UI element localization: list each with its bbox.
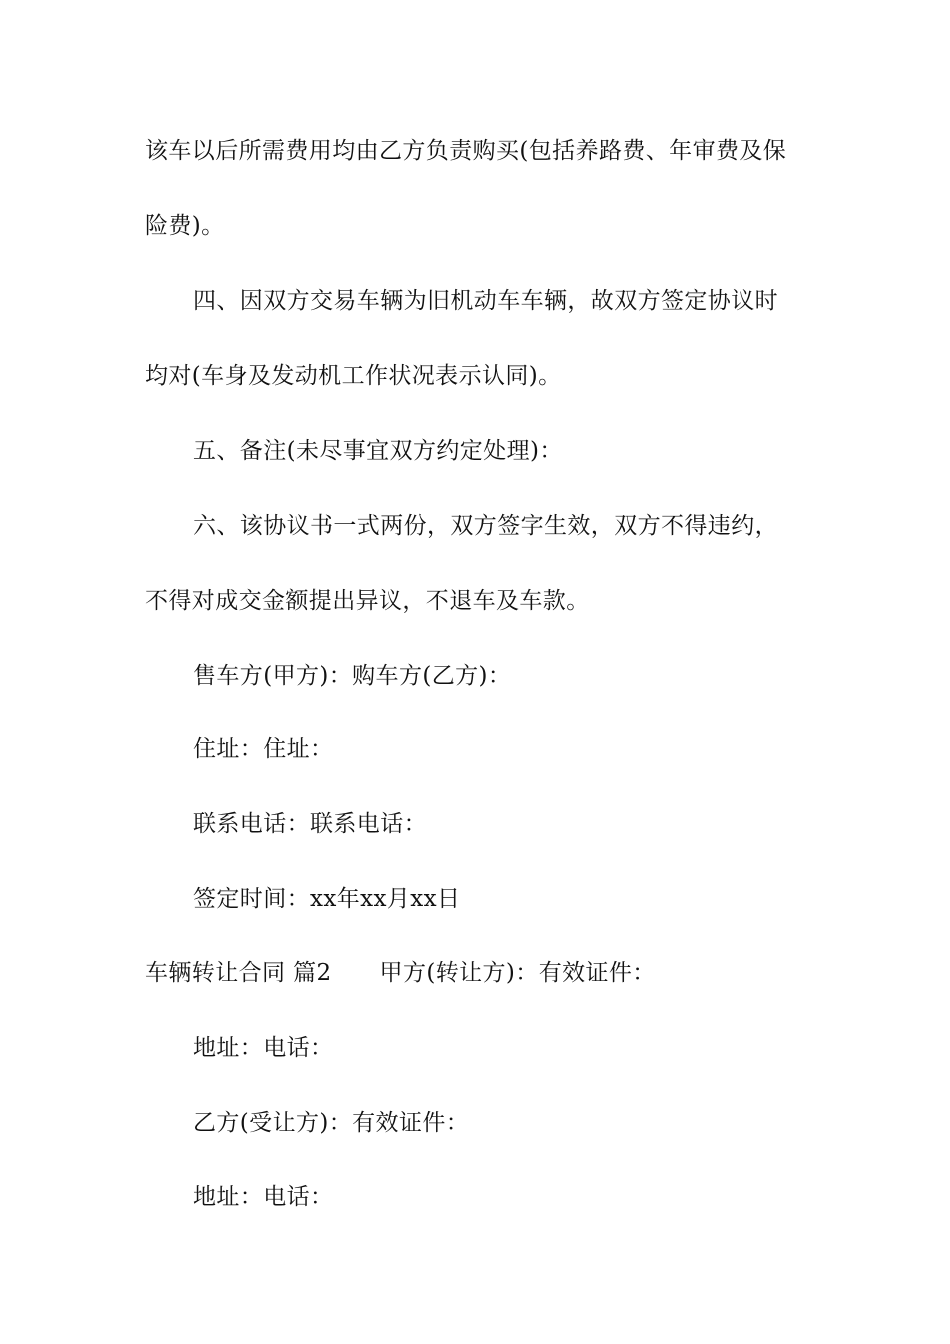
paragraph-line: 均对(车身及发动机工作状况表示认同)。 (145, 363, 562, 389)
party-b-address-line: 地址：电话： (193, 1184, 334, 1210)
clause-four-line: 四、因双方交易车辆为旧机动车车辆，故双方签定协议时 (193, 288, 778, 314)
party-a-address-line: 地址：电话： (193, 1035, 334, 1061)
clause-six-line: 六、该协议书一式两份，双方签字生效，双方不得违约， (193, 513, 778, 539)
paragraph-line: 险费)。 (145, 213, 225, 239)
party-b-line: 乙方(受让方)：有效证件： (193, 1110, 470, 1136)
party-a-line: 甲方(转让方)：有效证件： (379, 960, 656, 986)
paragraph-line: 不得对成交金额提出异议，不退车及车款。 (145, 588, 590, 614)
seller-buyer-line: 售车方(甲方)：购车方(乙方)： (193, 663, 512, 689)
signing-date-line: 签定时间：xx年xx月xx日 (193, 886, 461, 912)
address-line: 住址：住址： (193, 736, 334, 762)
phone-line: 联系电话：联系电话： (193, 811, 427, 837)
section-heading-line (145, 958, 656, 988)
paragraph-line: 该车以后所需费用均由乙方负责购买(包括养路费、年审费及保 (145, 138, 787, 164)
clause-five-line: 五、备注(未尽事宜双方约定处理)： (193, 438, 563, 464)
section-heading: 车辆转让合同 篇2 (145, 960, 332, 986)
